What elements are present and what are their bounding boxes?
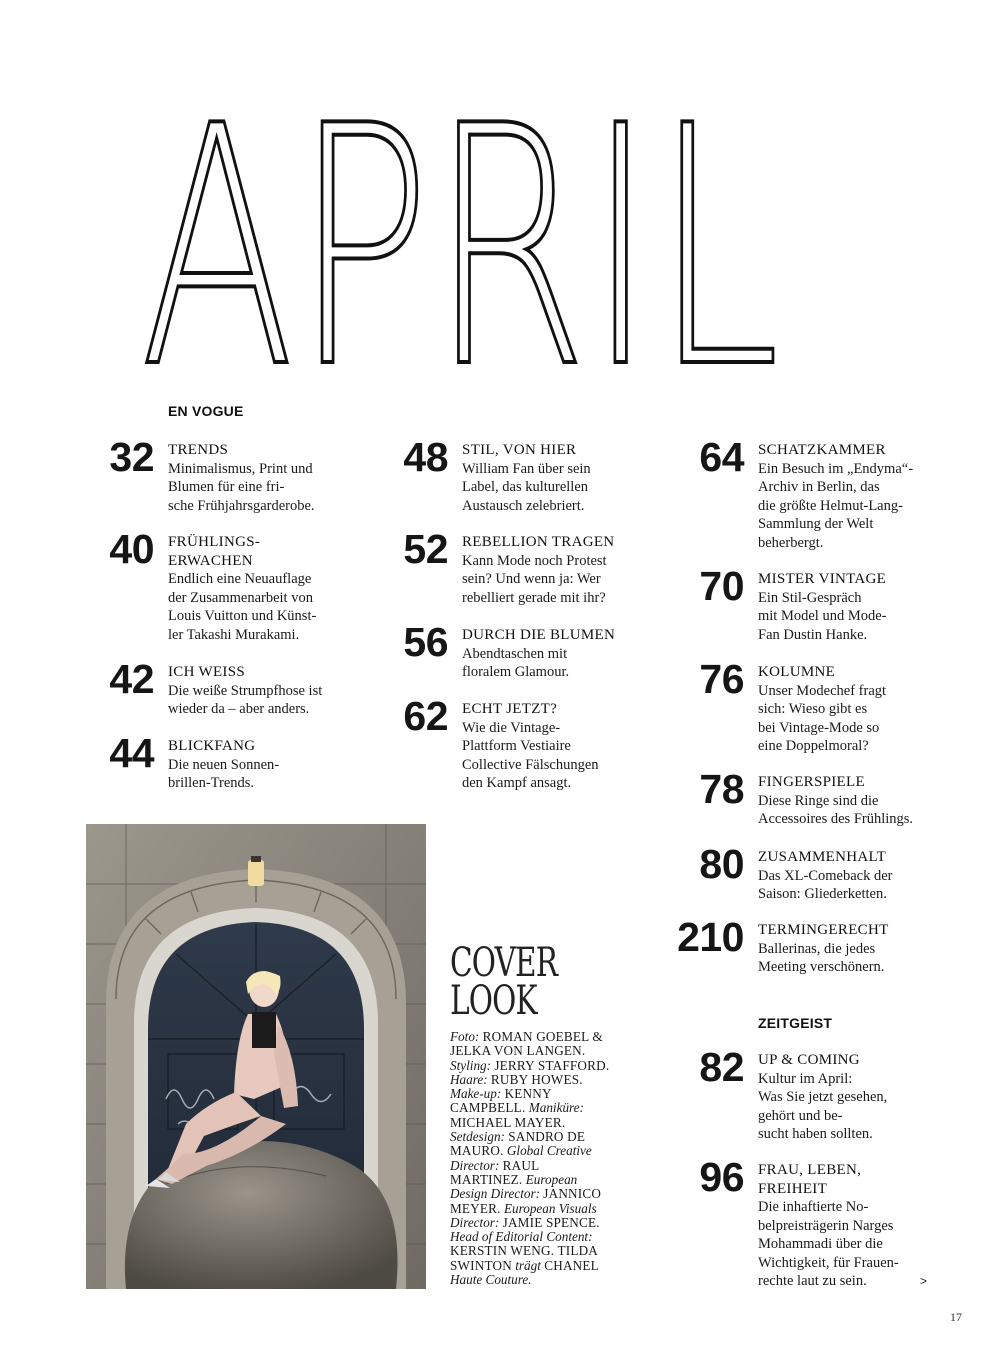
entry-title: ECHT JETZT?	[462, 701, 558, 717]
toc-entry[interactable]	[699, 563, 948, 644]
entry-title: SCHATZKAMMER	[758, 442, 886, 458]
toc-entry[interactable]	[109, 526, 368, 644]
credit-value: JAMIE SPENCE.	[502, 1214, 600, 1230]
entry-description: Endlich eine Neuauflage der Zusammenarbeit von Louis Vuitton und Künst- ler Takashi Murakami.	[168, 571, 317, 643]
credit-label: Styling:	[450, 1057, 492, 1073]
toc-entry[interactable]	[699, 434, 948, 552]
entry-title: FRÜHLINGS- ERWACHEN	[168, 534, 261, 569]
credit-value: CHANEL	[544, 1257, 599, 1273]
page-number-link[interactable]: 82	[699, 1044, 744, 1090]
cover-photo-illustration	[86, 824, 426, 1289]
cover-look-line2: LOOK	[450, 978, 537, 1024]
toc-entry[interactable]	[699, 1044, 948, 1144]
toc-entry[interactable]	[403, 693, 662, 793]
entry-description: Unser Modechef fragt sich: Wieso gibt es bei Vintage-Mode so eine Doppelmoral?	[758, 682, 887, 754]
credit-value: RAUL MARTINEZ.	[450, 1157, 539, 1187]
entry-title: ICH WEISS	[168, 664, 246, 680]
toc-entry[interactable]	[699, 1154, 948, 1291]
entry-title: TERMINGERECHT	[758, 922, 889, 938]
page-number-link[interactable]: 210	[677, 914, 744, 960]
page-number-link[interactable]: 62	[403, 693, 448, 739]
entry-title: FRAU, LEBEN, FREIHEIT	[758, 1162, 862, 1197]
entry-title: UP & COMING	[758, 1052, 860, 1068]
continue-arrow-icon[interactable]: >	[920, 1274, 928, 1288]
masthead-lettering	[140, 100, 780, 390]
entry-title: BLICKFANG	[168, 738, 256, 754]
page-number-link[interactable]: 44	[109, 730, 154, 776]
credit-value: JERRY STAFFORD.	[494, 1057, 610, 1073]
credit-label: Maniküre:	[528, 1100, 584, 1116]
entry-title: DURCH DIE BLUMEN	[462, 627, 616, 643]
entry-title: STIL, VON HIER	[462, 442, 577, 458]
cover-look-line1: COVER	[450, 940, 558, 986]
entry-title: FINGERSPIELE	[758, 774, 865, 790]
page-number-link[interactable]: 64	[699, 434, 744, 480]
toc-entry[interactable]	[403, 434, 662, 515]
credit-label: Head of Editorial Content:	[450, 1229, 593, 1245]
credit-value: SANDRO DE MAURO.	[450, 1129, 586, 1159]
entry-description: Die weiße Strumpfhose ist wieder da – aber anders.	[168, 682, 323, 717]
entry-description: Wie die Vintage- Plattform Vestiaire Collective Fälschungen den Kampf ansagt.	[462, 719, 599, 791]
toc-entry[interactable]	[677, 914, 948, 977]
section-label-zeitgeist: ZEITGEIST	[758, 1015, 833, 1031]
toc-entry[interactable]	[109, 730, 368, 793]
entry-description: Minimalismus, Print und Blumen für eine fri- sche Frühjahrsgarderobe.	[168, 460, 315, 514]
credit-value: RUBY HOWES.	[490, 1071, 583, 1087]
entry-description: Die neuen Sonnen- brillen-Trends.	[168, 756, 280, 791]
cover-photo	[86, 824, 426, 1289]
entry-description: Diese Ringe sind die Accessoires des Frühlings.	[758, 792, 914, 827]
entry-description: Ein Besuch im „Endyma“- Archiv in Berlin, das die größte Helmut-Lang- Sammlung der Welt beherbergt.	[758, 460, 914, 551]
toc-entry[interactable]	[403, 526, 662, 607]
toc-entry[interactable]	[699, 766, 948, 829]
credit-label: European Design Director:	[450, 1171, 578, 1202]
entry-title: REBELLION TRAGEN	[462, 534, 615, 550]
credit-label: Make-up:	[450, 1086, 502, 1102]
credit-value: JANNICO MEYER.	[450, 1186, 602, 1216]
toc-entry[interactable]	[699, 841, 948, 904]
page-number: 17	[950, 1310, 962, 1324]
toc-entry[interactable]	[403, 619, 662, 682]
entry-title: MISTER VINTAGE	[758, 571, 887, 587]
entry-description: Ein Stil-Gespräch mit Model und Mode- Fan Dustin Hanke.	[758, 589, 887, 643]
page-number-link[interactable]: 80	[699, 841, 744, 887]
toc-entry[interactable]	[109, 656, 368, 719]
page-number-link[interactable]: 56	[403, 619, 448, 665]
credit-value: TILDA SWINTON	[450, 1243, 598, 1273]
credit-label: Haute Couture.	[450, 1272, 532, 1288]
masthead-april	[140, 100, 780, 390]
page-number-link[interactable]: 96	[699, 1154, 744, 1200]
credit-value: KENNY CAMPBELL.	[450, 1086, 552, 1116]
credit-label: Global Creative Director:	[450, 1143, 592, 1173]
entry-title: KOLUMNE	[758, 664, 836, 680]
entry-description: Abendtaschen mit floralem Glamour.	[462, 645, 570, 680]
page-number-link[interactable]: 52	[403, 526, 448, 572]
page-number-link[interactable]: 42	[109, 656, 154, 702]
credit-value: KERSTIN WENG.	[450, 1243, 555, 1259]
credit-label: Foto:	[450, 1029, 480, 1044]
page-number-link[interactable]: 70	[699, 563, 744, 609]
cover-credits	[450, 1030, 610, 1287]
entry-title: TRENDS	[168, 442, 229, 458]
entry-description: William Fan über sein Label, das kulturellen Austausch zelebriert.	[462, 460, 591, 514]
section-label-en-vogue: EN VOGUE	[168, 403, 244, 419]
masthead-title: APRIL	[140, 100, 780, 390]
page-number-link[interactable]: 48	[403, 434, 448, 480]
page-number-link[interactable]: 78	[699, 766, 744, 812]
entry-description: Kultur im April: Was Sie jetzt gesehen, gehört und be- sucht haben sollten.	[758, 1070, 888, 1142]
entry-title: ZUSAMMENHALT	[758, 849, 887, 865]
credit-value: ROMAN GOEBEL & JELKA VON LANGEN.	[450, 1029, 603, 1059]
credit-label: Haare:	[450, 1071, 488, 1087]
credit-label: European Visuals Director:	[450, 1200, 597, 1230]
page-number-link[interactable]: 40	[109, 526, 154, 572]
toc-entry[interactable]	[109, 434, 368, 515]
page-number-link[interactable]: 76	[699, 656, 744, 702]
toc-entry[interactable]	[699, 656, 948, 756]
entry-description: Kann Mode noch Protest sein? Und wenn ja: Wer rebelliert gerade mit ihr?	[462, 552, 607, 606]
entry-description: Die inhaftierte No- belpreisträgerin Narges Mohammadi über die Wichtigkeit, für Frauen- rechte laut zu sein.	[758, 1199, 899, 1289]
entry-description: Ballerinas, die jedes Meeting verschönern.	[758, 940, 885, 975]
credit-label: trägt	[515, 1257, 541, 1273]
credit-value: MICHAEL MAYER.	[450, 1114, 566, 1130]
credit-label: Setdesign:	[450, 1129, 505, 1145]
page-number-link[interactable]: 32	[109, 434, 154, 480]
entry-description: Das XL-Comeback der Saison: Gliederketten.	[758, 867, 893, 902]
cover-look-heading	[450, 940, 650, 1024]
